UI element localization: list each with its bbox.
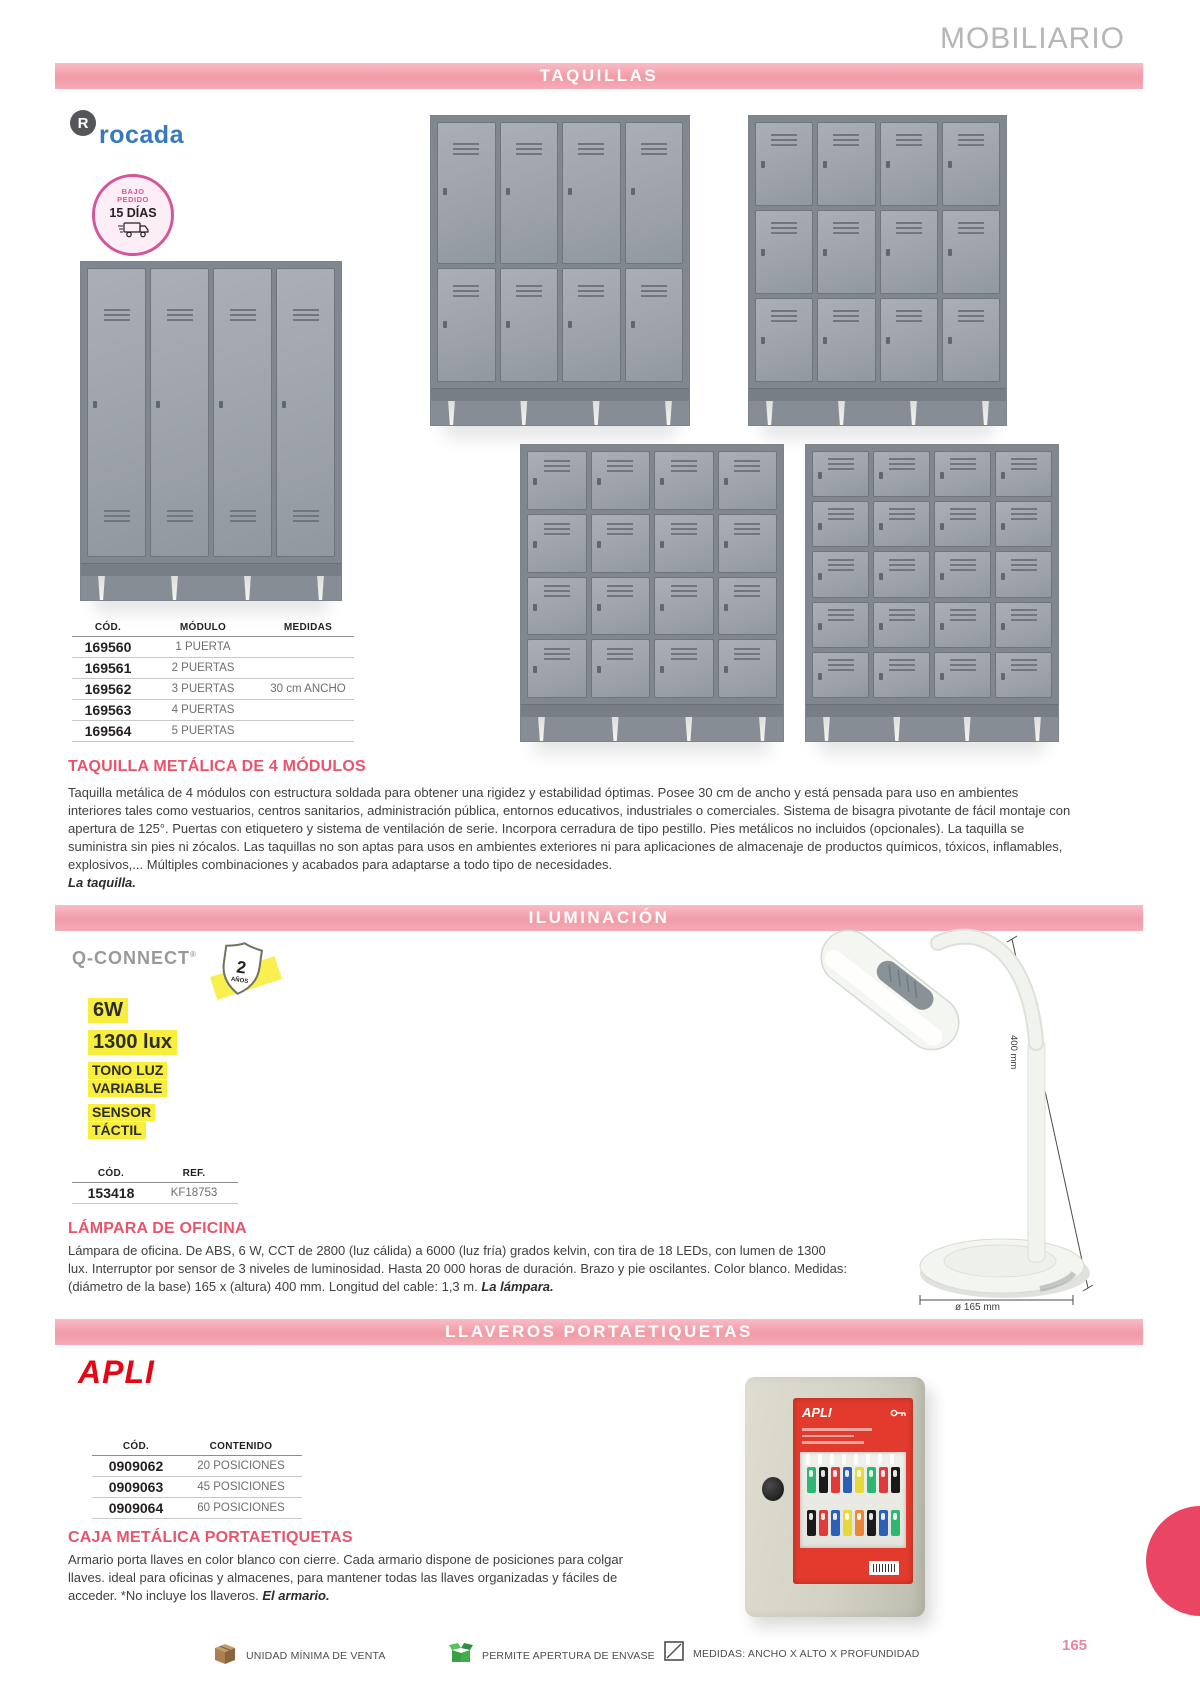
product-title-llaveros: CAJA METÁLICA PORTAETIQUETAS (68, 1529, 353, 1546)
locker-foot (519, 401, 528, 425)
table-cell: 0909064 (108, 1500, 164, 1516)
locker-door (87, 268, 146, 557)
feature-line: TÁCTIL (88, 1122, 146, 1139)
warranty-shield-icon (216, 940, 280, 1010)
locker-door (995, 501, 1052, 547)
rocada-icon: R (70, 110, 96, 136)
locker-door (812, 551, 869, 597)
locker-door (591, 514, 651, 573)
key-tag (819, 1510, 828, 1536)
badge-line3: 15 DÍAS (109, 205, 157, 220)
locker-door (755, 122, 813, 206)
locker-door (437, 268, 496, 382)
feature-line: 1300 lux (88, 1030, 177, 1055)
key-tag-row (800, 1467, 906, 1493)
table-cell: 4 PUERTAS (171, 704, 235, 716)
description-tail: La taquilla. (68, 875, 136, 890)
locker-image-4-doors (520, 444, 784, 742)
locker-foot (592, 401, 601, 425)
key-tag (807, 1510, 816, 1536)
locker-foot (981, 401, 990, 425)
locker-foot (963, 717, 972, 741)
locker-image-3-doors (748, 115, 1007, 426)
table-cell: 169562 (84, 681, 132, 697)
locker-plinth (81, 563, 341, 576)
table-header (72, 1168, 238, 1183)
table-row (72, 679, 354, 700)
badge-line1: BAJO (121, 186, 145, 196)
legend-label: UNIDAD MÍNIMA DE VENTA (246, 1649, 386, 1662)
table-cell: 60 POSICIONES (197, 1502, 285, 1514)
page-title: MOBILIARIO (939, 22, 1125, 55)
table-cell: 30 cm ANCHO (270, 683, 346, 695)
feature-line: VARIABLE (88, 1080, 167, 1097)
legend-item (448, 1640, 655, 1671)
locker-door (527, 577, 587, 636)
locker-image-5-doors (805, 444, 1059, 742)
cabinet-brand-label: APLI (802, 1405, 832, 1420)
feature-line: TONO LUZ (88, 1062, 167, 1079)
locker-door (812, 451, 869, 497)
feature-highlights (88, 998, 177, 1146)
banner-taquillas-label: TAQUILLAS (539, 66, 659, 85)
locker-door (213, 268, 272, 557)
feature-highlight (88, 1104, 155, 1139)
legend-label: MEDIDAS: ANCHO X ALTO X PROFUNDIDAD (693, 1647, 920, 1660)
locker-door (654, 451, 714, 510)
locker-door (995, 451, 1052, 497)
qconnect-brand-label: Q-CONNECT (72, 948, 190, 968)
description-text: Taquilla metálica de 4 módulos con estructura soldada para obtener una rigidez y estabilidad óptimas. Posee 30 cm de ancho y está pensada para uso en ambientes interiores tales como vestuarios, centros sanitarios, administración pública, entornos educativos, industriales o comerciales. Sistema de bisagra pivotante de fácil montaje con apertura de 125°. Puertas con etiquetero y sistema de ventilación de serie. Incorpora cerradura de tipo pestillo. Pies metálicos no incluidos (opcionales). La taquilla se suministra sin pies ni zócalos. Las taquillas no son aptas para usos en ambientes exteriores ni para aplicaciones de almacenaje de productos químicos, tóxicos, inflamables, explosivos,... Múltiples combinaciones y acabados para adaptarse a todo tipo de necesidades. (68, 785, 1071, 872)
locker-door (527, 451, 587, 510)
locker-foot (97, 576, 106, 600)
table-row (92, 1498, 302, 1519)
locker-door (625, 122, 684, 264)
column-header: CÓD. (97, 1168, 125, 1179)
table-row (92, 1477, 302, 1498)
description-text: Armario porta llaves en color blanco con cierre. Cada armario dispone de posiciones para colgar llaves. ideal para oficinas y almacenes, para mantener todas las llaves organizadas y fáciles de acceder. *No incluye los llaveros. (68, 1552, 623, 1603)
table-row (72, 1183, 238, 1204)
table-cell: 169563 (84, 702, 132, 718)
table-cell: 153418 (87, 1185, 135, 1201)
locker-door (995, 602, 1052, 648)
locker-door (654, 577, 714, 636)
registered-mark: ® (190, 950, 197, 959)
warranty-label: AÑOS (230, 976, 249, 986)
banner-iluminacion-label: ILUMINACIÓN (528, 908, 670, 927)
locker-door (812, 652, 869, 698)
badge-line2: PEDIDO (117, 195, 149, 204)
table-header (72, 622, 354, 637)
locker-foot (837, 401, 846, 425)
locker-door (817, 210, 875, 294)
column-header: CÓD. (122, 1441, 150, 1452)
feature-line: SENSOR (88, 1104, 155, 1121)
legend-label: PERMITE APERTURA DE ENVASE (482, 1649, 655, 1662)
locker-door (718, 639, 778, 698)
column-header: REF. (182, 1168, 206, 1179)
locker-door (591, 639, 651, 698)
key-tag (843, 1510, 852, 1536)
table-row (72, 721, 354, 742)
table-cell: 3 PUERTAS (171, 683, 235, 695)
locker-door (276, 268, 335, 557)
cabinet-label-panel (793, 1398, 913, 1584)
locker-door (817, 122, 875, 206)
cabinet-fine-print (802, 1428, 872, 1448)
cabinet-window (800, 1452, 906, 1548)
lamp-image (770, 895, 1100, 1325)
locker-foot (316, 576, 325, 600)
table-header (92, 1441, 302, 1456)
table-cell: 169560 (84, 639, 132, 655)
locker-foot (170, 576, 179, 600)
locker-door (880, 298, 938, 382)
locker-door (873, 602, 930, 648)
locker-door (527, 514, 587, 573)
feature-highlight (88, 1030, 177, 1055)
footer-legend (212, 1640, 972, 1670)
locker-door (873, 501, 930, 547)
column-header: CONTENIDO (209, 1441, 273, 1452)
key-tag (855, 1510, 864, 1536)
product-title-taquillas: TAQUILLA METÁLICA DE 4 MÓDULOS (68, 758, 366, 775)
locker-door (934, 501, 991, 547)
brand-logo-qconnect (72, 948, 197, 969)
key-tag (867, 1467, 876, 1493)
locker-foot (447, 401, 456, 425)
locker-door (527, 639, 587, 698)
box-icon (212, 1640, 238, 1671)
page-corner-tab (1146, 1506, 1200, 1616)
locker-door (934, 602, 991, 648)
key-tag (867, 1510, 876, 1536)
dimension-label-height: 400 mm (1008, 1035, 1019, 1070)
table-row (72, 658, 354, 679)
locker-door (812, 602, 869, 648)
locker-door (718, 577, 778, 636)
dimension-label-diameter: ø 165 mm (955, 1302, 1001, 1313)
product-table-lampara (72, 1168, 238, 1204)
table-cell: 2 PUERTAS (171, 662, 235, 674)
locker-foot (758, 717, 767, 741)
locker-foot (1033, 717, 1042, 741)
locker-door (718, 514, 778, 573)
locker-door (437, 122, 496, 264)
locker-door (150, 268, 209, 557)
description-tail: La lámpara. (481, 1279, 554, 1294)
table-row (72, 700, 354, 721)
column-header: MEDIDAS (283, 622, 333, 633)
key-icon (890, 1406, 906, 1424)
locker-door (880, 122, 938, 206)
table-cell: 45 POSICIONES (197, 1481, 285, 1493)
feature-highlight (88, 1062, 167, 1097)
locker-door (562, 268, 621, 382)
locker-door (625, 268, 684, 382)
locker-plinth (431, 388, 689, 401)
locker-door (500, 268, 559, 382)
locker-door (873, 551, 930, 597)
product-title-lampara: LÁMPARA DE OFICINA (68, 1220, 247, 1237)
brand-logo-rocada (70, 110, 184, 150)
delivery-badge (92, 174, 174, 256)
table-cell: 169564 (84, 723, 132, 739)
locker-door (562, 122, 621, 264)
locker-foot (909, 401, 918, 425)
locker-foot (892, 717, 901, 741)
key-tag (891, 1467, 900, 1493)
legend-item (663, 1640, 920, 1667)
warranty-number: 2 (235, 957, 248, 978)
cabinet-knob (762, 1477, 784, 1501)
locker-foot (664, 401, 673, 425)
locker-door (873, 652, 930, 698)
feature-line: 6W (88, 998, 128, 1023)
table-cell: KF18753 (170, 1187, 218, 1199)
locker-foot (243, 576, 252, 600)
column-header: CÓD. (94, 622, 122, 633)
locker-door (942, 210, 1000, 294)
locker-door (654, 514, 714, 573)
product-description-taquillas (68, 784, 1073, 892)
locker-door (718, 451, 778, 510)
key-cabinet-image (745, 1377, 925, 1617)
locker-door (934, 451, 991, 497)
rocada-brand-label: rocada (99, 121, 184, 149)
locker-foot (765, 401, 774, 425)
locker-door (942, 122, 1000, 206)
product-description-lampara (68, 1242, 848, 1296)
locker-plinth (749, 388, 1006, 401)
locker-door (812, 501, 869, 547)
locker-image-2-doors (430, 115, 690, 426)
table-cell: 169561 (84, 660, 132, 676)
key-tag (855, 1467, 864, 1493)
table-cell: 0909062 (108, 1458, 164, 1474)
key-tag (891, 1510, 900, 1536)
locker-plinth (806, 704, 1058, 717)
key-tag (879, 1467, 888, 1493)
locker-foot (537, 717, 546, 741)
table-cell: 20 POSICIONES (197, 1460, 285, 1472)
locker-foot (611, 717, 620, 741)
brand-logo-apli: APLI (78, 1354, 155, 1390)
key-tag (879, 1510, 888, 1536)
locker-image-1-door (80, 261, 342, 601)
locker-foot (684, 717, 693, 741)
table-cell: 0909063 (108, 1479, 164, 1495)
key-tag-row (800, 1510, 906, 1536)
legend-item (212, 1640, 386, 1671)
barcode (869, 1561, 899, 1575)
locker-door (873, 451, 930, 497)
locker-door (880, 210, 938, 294)
key-tag (843, 1467, 852, 1493)
locker-door (654, 639, 714, 698)
truck-icon (116, 221, 150, 243)
key-tag (831, 1510, 840, 1536)
locker-door (500, 122, 559, 264)
table-cell: 1 PUERTA (175, 641, 231, 653)
table-row (92, 1456, 302, 1477)
locker-door (934, 652, 991, 698)
column-header: MÓDULO (179, 622, 227, 633)
product-table-llaveros (92, 1441, 302, 1519)
locker-door (934, 551, 991, 597)
key-tag (819, 1467, 828, 1493)
locker-door (942, 298, 1000, 382)
feature-highlight (88, 998, 128, 1023)
product-description-llaveros (68, 1551, 653, 1605)
description-text: Lámpara de oficina. De ABS, 6 W, CCT de 2800 (luz cálida) a 6000 (luz fría) grados kelvin, con tira de 18 LEDs, con lumen de 1300 lux. Interruptor por sensor de 3 niveles de luminosidad. Hasta 20 000 horas de duración. Brazo y pie oscilantes. Color blanco. Medidas: (diámetro de la base) 165 x (altura) 400 mm. Longitud del cable: 1,3 m. (68, 1243, 847, 1294)
locker-door (995, 551, 1052, 597)
locker-plinth (521, 704, 783, 717)
locker-door (755, 298, 813, 382)
locker-foot (822, 717, 831, 741)
locker-door (591, 577, 651, 636)
page-number: 165 (1062, 1637, 1088, 1654)
table-row (72, 637, 354, 658)
locker-door (755, 210, 813, 294)
key-tag (807, 1467, 816, 1493)
product-table-taquillas (72, 622, 354, 742)
locker-door (591, 451, 651, 510)
locker-door (995, 652, 1052, 698)
description-tail: El armario. (262, 1588, 330, 1603)
locker-door (817, 298, 875, 382)
banner-taquillas (55, 63, 1143, 89)
key-tag (831, 1467, 840, 1493)
open-box-icon (448, 1640, 474, 1671)
banner-llaveros-label: LLAVEROS PORTAETIQUETAS (445, 1322, 753, 1341)
dimensions-icon (663, 1640, 685, 1667)
table-cell: 5 PUERTAS (171, 725, 235, 737)
